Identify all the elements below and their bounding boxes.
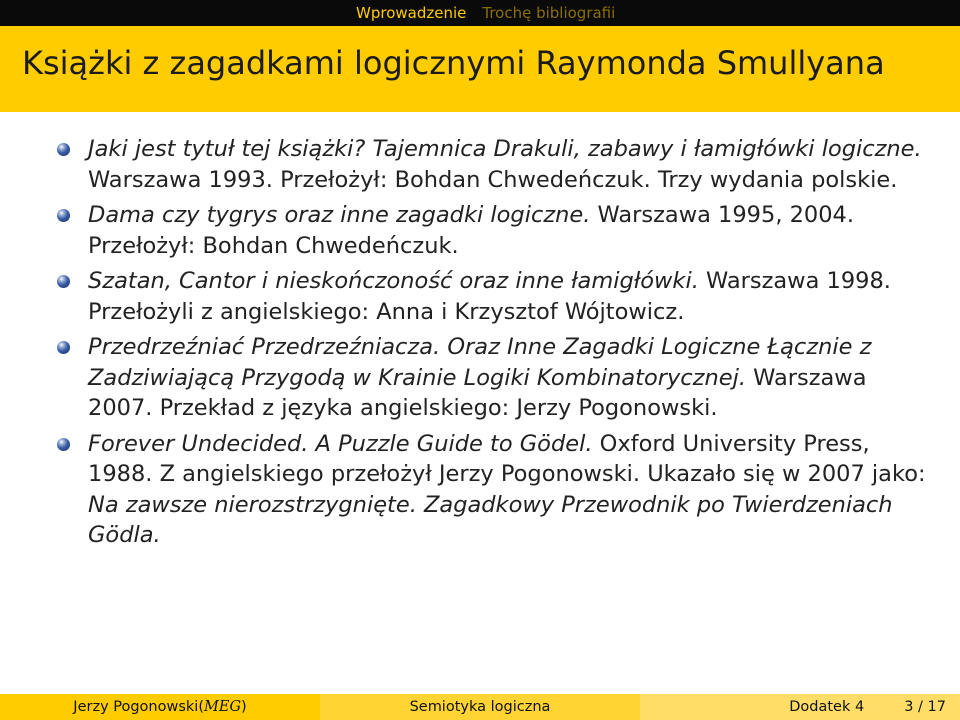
affiliation: MEG <box>204 699 242 715</box>
list-item <box>56 134 936 195</box>
bullet-icon <box>57 209 70 222</box>
bullet-icon <box>57 341 70 354</box>
book-details: Oxford University Press, 1988. Z angielskiego przełożył Jerzy Pogonowski. Ukazało się w 2007 jako: <box>88 430 926 487</box>
book-details: Warszawa 1998. Przełożyli z angielskiego: Anna i Krzysztof Wójtowicz. <box>88 268 891 325</box>
navigation-bar <box>0 0 960 26</box>
nav-tab-wprowadzenie[interactable]: Wprowadzenie <box>356 4 467 22</box>
page-number: 3 / 17 <box>904 699 946 715</box>
bullet-icon <box>57 275 70 288</box>
list-item <box>56 200 936 261</box>
section-label: Dodatek 4 <box>789 699 865 715</box>
nav-tab-bibliografia[interactable]: Trochę bibliografii <box>482 4 616 22</box>
book-details: Warszawa 1995, 2004. Przełożył: Bohdan Chwedeńczuk. <box>88 202 855 259</box>
book-title: Forever Undecided. A Puzzle Guide to Gödel. <box>88 430 593 457</box>
list-item <box>56 266 936 327</box>
author-name: Jerzy Pogonowski <box>73 699 199 715</box>
affiliation-open: ( <box>198 699 205 715</box>
footer-course <box>320 694 640 720</box>
bullet-icon <box>57 438 70 451</box>
book-title: Szatan, Cantor i nieskończoność oraz inne łamigłówki. <box>88 268 699 294</box>
footer-section <box>640 694 960 720</box>
book-details: Warszawa 2007. Przekład z języka angielskiego: Jerzy Pogonowski. <box>88 364 867 421</box>
list-item <box>56 429 936 551</box>
book-details: Warszawa 1993. Przełożył: Bohdan Chwedeńczuk. Trzy wydania polskie. <box>88 166 898 193</box>
bullet-icon <box>57 143 70 156</box>
book-title: Jaki jest tytuł tej książki? Tajemnica Drakuli, zabawy i łamigłówki logiczne. <box>88 136 922 162</box>
book-title: Przedrzeźniać Przedrzeźniacza. Oraz Inne Zagadki Logiczne Łącznie z Zadziwiającą Przygodą w Krainie Logiki Kombinatorycznej. <box>88 334 872 391</box>
book-title: Dama czy tygrys oraz inne zagadki logiczne. <box>88 202 591 228</box>
bibliography-list <box>56 134 936 556</box>
affiliation-close: ) <box>241 699 247 715</box>
frame-title: Książki z zagadkami logicznymi Raymonda Smullyana <box>22 44 885 82</box>
list-item <box>56 332 936 424</box>
book-title-translation: Na zawsze nierozstrzygnięte. Zagadkowy Przewodnik po Twierdzeniach Gödla. <box>88 491 893 548</box>
course-name: Semiotyka logiczna <box>409 699 551 715</box>
footer-author <box>0 694 320 720</box>
footer-bar <box>0 694 960 720</box>
